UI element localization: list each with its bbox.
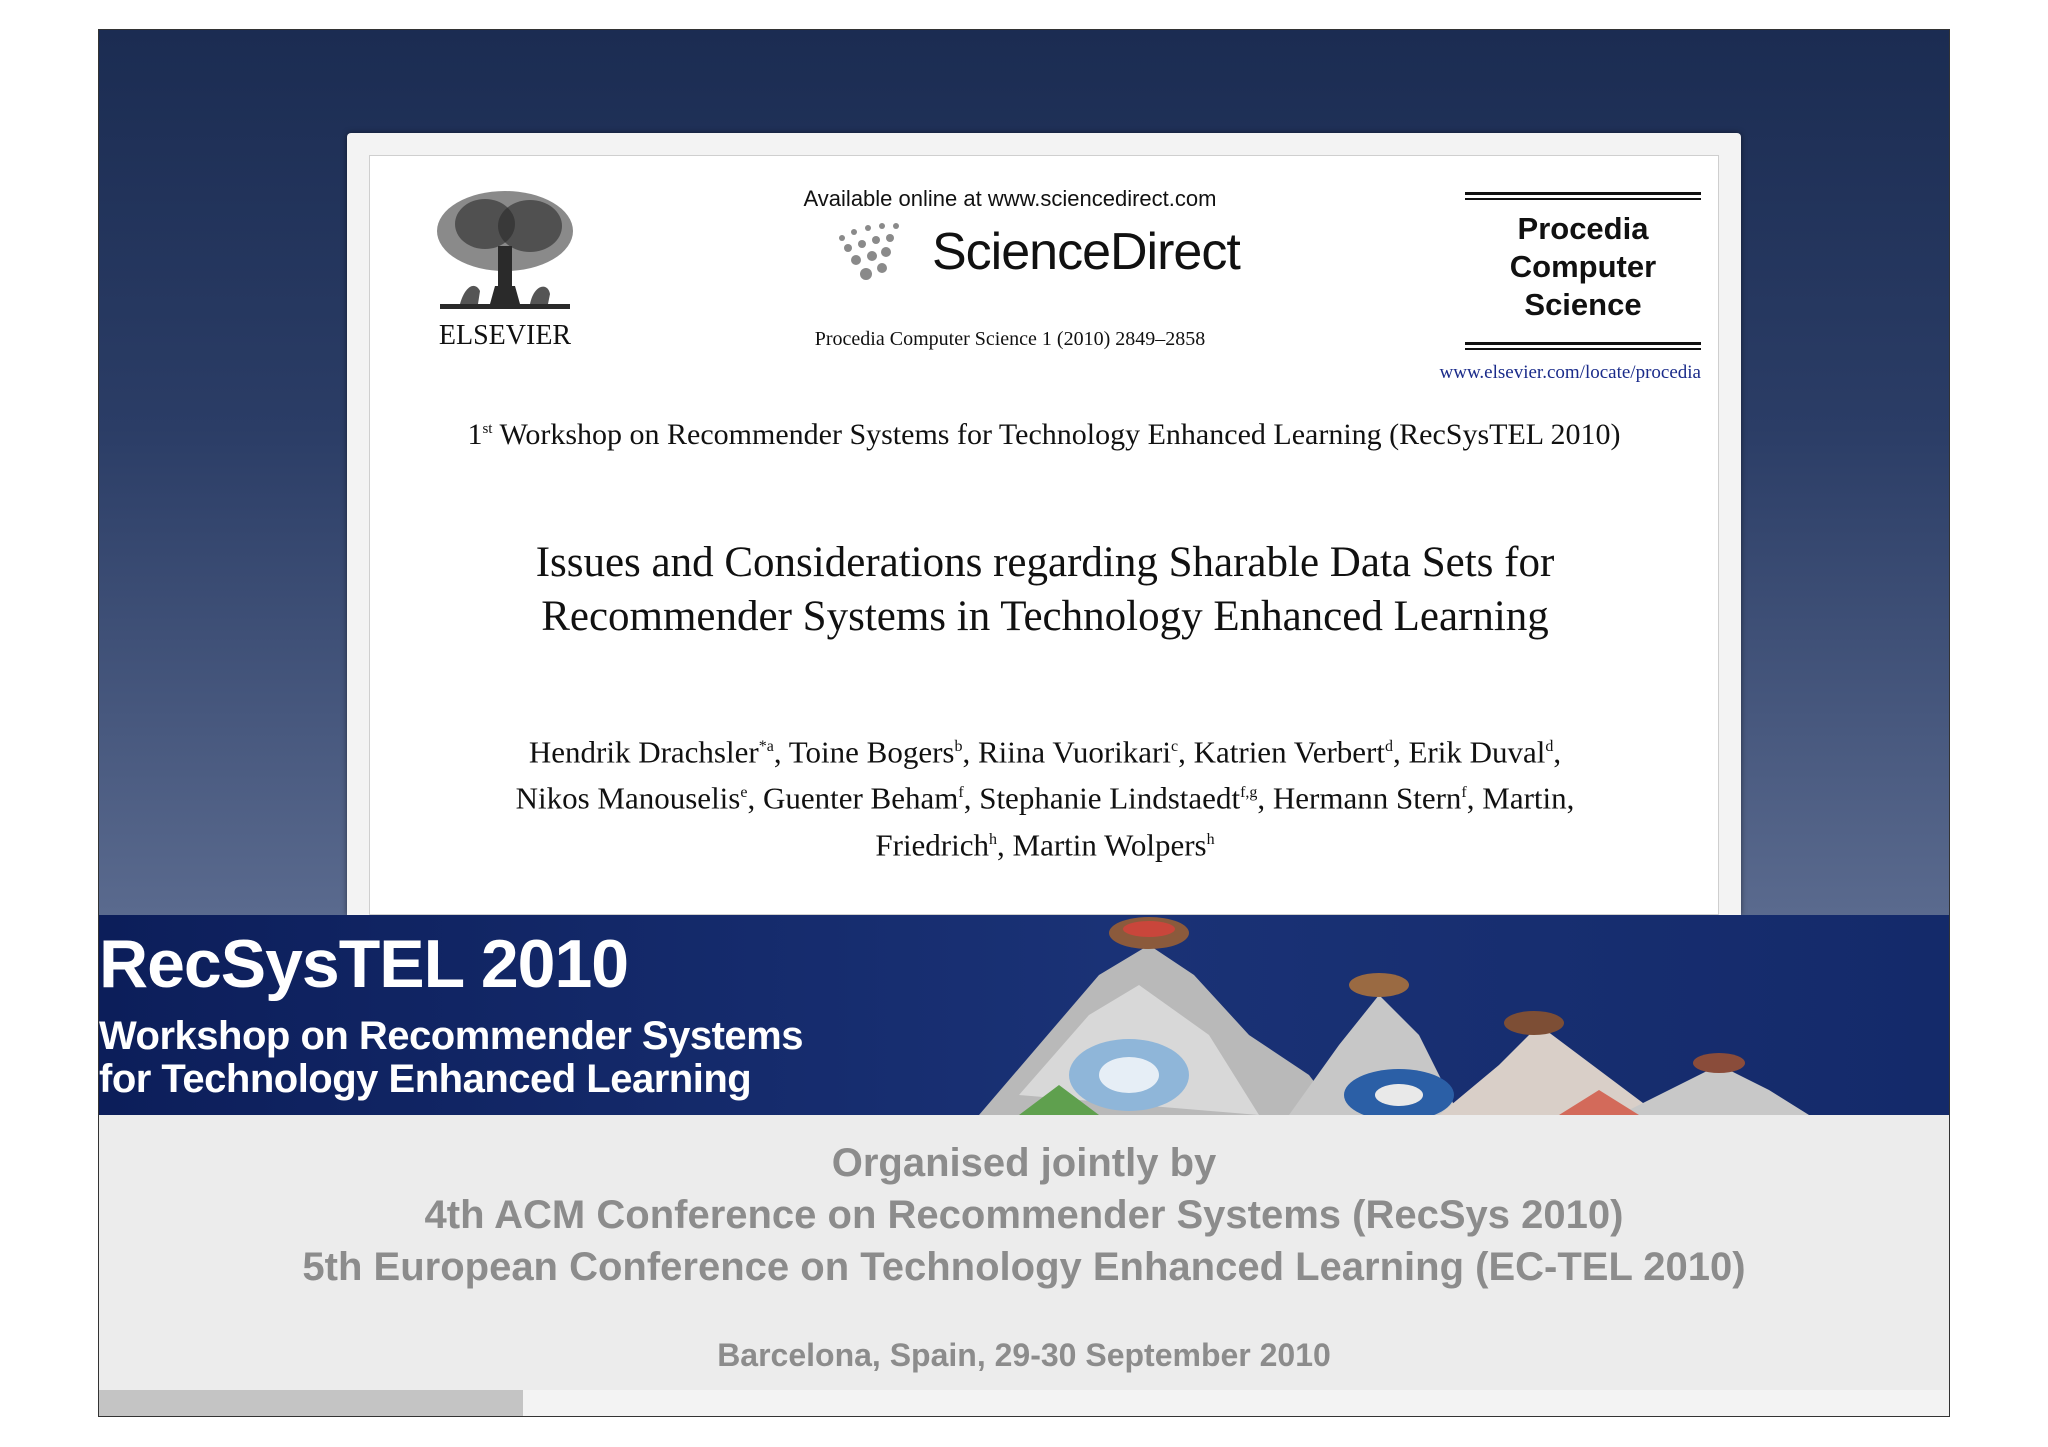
journal-url-link[interactable]: www.elsevier.com/locate/procedia [1439,362,1701,383]
paper-title [430,536,1660,644]
journal-box [1465,192,1701,352]
author-affiliation-mark: f [1461,784,1467,802]
author-affiliation-mark: d [1384,738,1393,755]
organisers-heading: Organised jointly by [831,1141,1217,1185]
author-affiliation-mark: h [989,830,998,848]
journal-title-line: Science [1524,287,1642,322]
banner-subtitle-line: Workshop on Recommender Systems [99,1014,803,1058]
author-name: Riina Vuorikari [977,734,1171,770]
scrollbar-thumb[interactable] [99,1390,523,1417]
sciencedirect-wordmark: ScienceDirect [932,223,1240,281]
citation-text: Procedia Computer Science 1 (2010) 2849–2858 [814,328,1206,350]
paper-page [369,155,1719,915]
workshop-ordinal: st [482,421,493,437]
journal-title [1465,210,1701,324]
author-name: Martin [1482,780,1567,816]
author-affiliation-mark: e [740,784,748,802]
journal-title-line: Computer [1509,249,1657,284]
author-name: Martin Wolpers [1012,826,1207,862]
author-name: Stephanie Lindstaedt [979,780,1241,816]
banner-title: RecSysTEL 2010 [99,926,629,1002]
author-affiliation-mark: d [1545,738,1554,755]
author-affiliation-mark: f,g [1240,784,1258,802]
journal-top-rule [1465,192,1701,200]
author-affiliation-mark: c [1171,738,1179,755]
paper-preview [347,133,1741,915]
journal-bottom-rule [1465,342,1701,350]
author-list [430,726,1660,865]
workshop-line [370,418,1718,452]
organisation-section [99,1115,1949,1417]
paper-title-line: Issues and Considerations regarding Sharable Data Sets for [535,539,1555,586]
journal-title-line: Procedia [1517,211,1649,246]
publisher-name: ELSEVIER [438,320,572,351]
author-line: Friedrich$^h$, Martin Wolpers$^h$ [875,826,1215,862]
slide [98,29,1950,1417]
author-affiliation-mark: f [958,784,964,802]
author-affiliation-mark: h [1206,830,1215,848]
author-name: Nikos Manouselis [515,780,741,816]
available-online-text: Available online at www.sciencedirect.com [803,186,1217,211]
horizontal-scrollbar[interactable] [99,1390,1949,1417]
author-name: Hendrik Drachsler [528,734,759,770]
mosaic-rooftop-image [979,915,1949,1115]
organiser-line: 4th ACM Conference on Recommender Systems (RecSys 2010) [424,1193,1624,1237]
sciencedirect-logo-icon [830,216,930,286]
workshop-banner [99,915,1949,1115]
author-name: Erik Duval [1408,734,1546,770]
venue-date: Barcelona, Spain, 29-30 September 2010 [717,1337,1331,1373]
paper-title-line: Recommender Systems in Technology Enhanced Learning [541,593,1549,640]
author-name: Hermann Stern [1272,780,1462,816]
banner-subtitle-line: for Technology Enhanced Learning [99,1057,752,1101]
organisers [99,1137,1949,1293]
publisher-tree-logo [430,186,580,316]
author-affiliation-mark: *a [758,738,774,755]
author-line: Nikos Manouselis$^e$, Guenter Beham$^f$, Stephanie Lindstaedt$^{f,g}$, Hermann Stern$^f$, Martin, [515,780,1575,816]
workshop-number: 1 [467,418,483,451]
workshop-text: Workshop on Recommender Systems for Technology Enhanced Learning (RecSysTEL 2010) [492,418,1621,451]
author-name: Guenter Beham [762,780,959,816]
author-name: Katrien Verbert [1193,734,1385,770]
author-line: Hendrik Drachsler$^{*a}$, Toine Bogers$^b$, Riina Vuorikari$^c$, Katrien Verbert$^d$, Erik Duval$^d$, [528,734,1562,770]
author-name: Friedrich [875,826,990,862]
organiser-line: 5th European Conference on Technology Enhanced Learning (EC-TEL 2010) [302,1245,1746,1289]
author-affiliation-mark: b [954,738,963,755]
banner-subtitle [99,1015,803,1101]
author-name: Toine Bogers [788,734,955,770]
